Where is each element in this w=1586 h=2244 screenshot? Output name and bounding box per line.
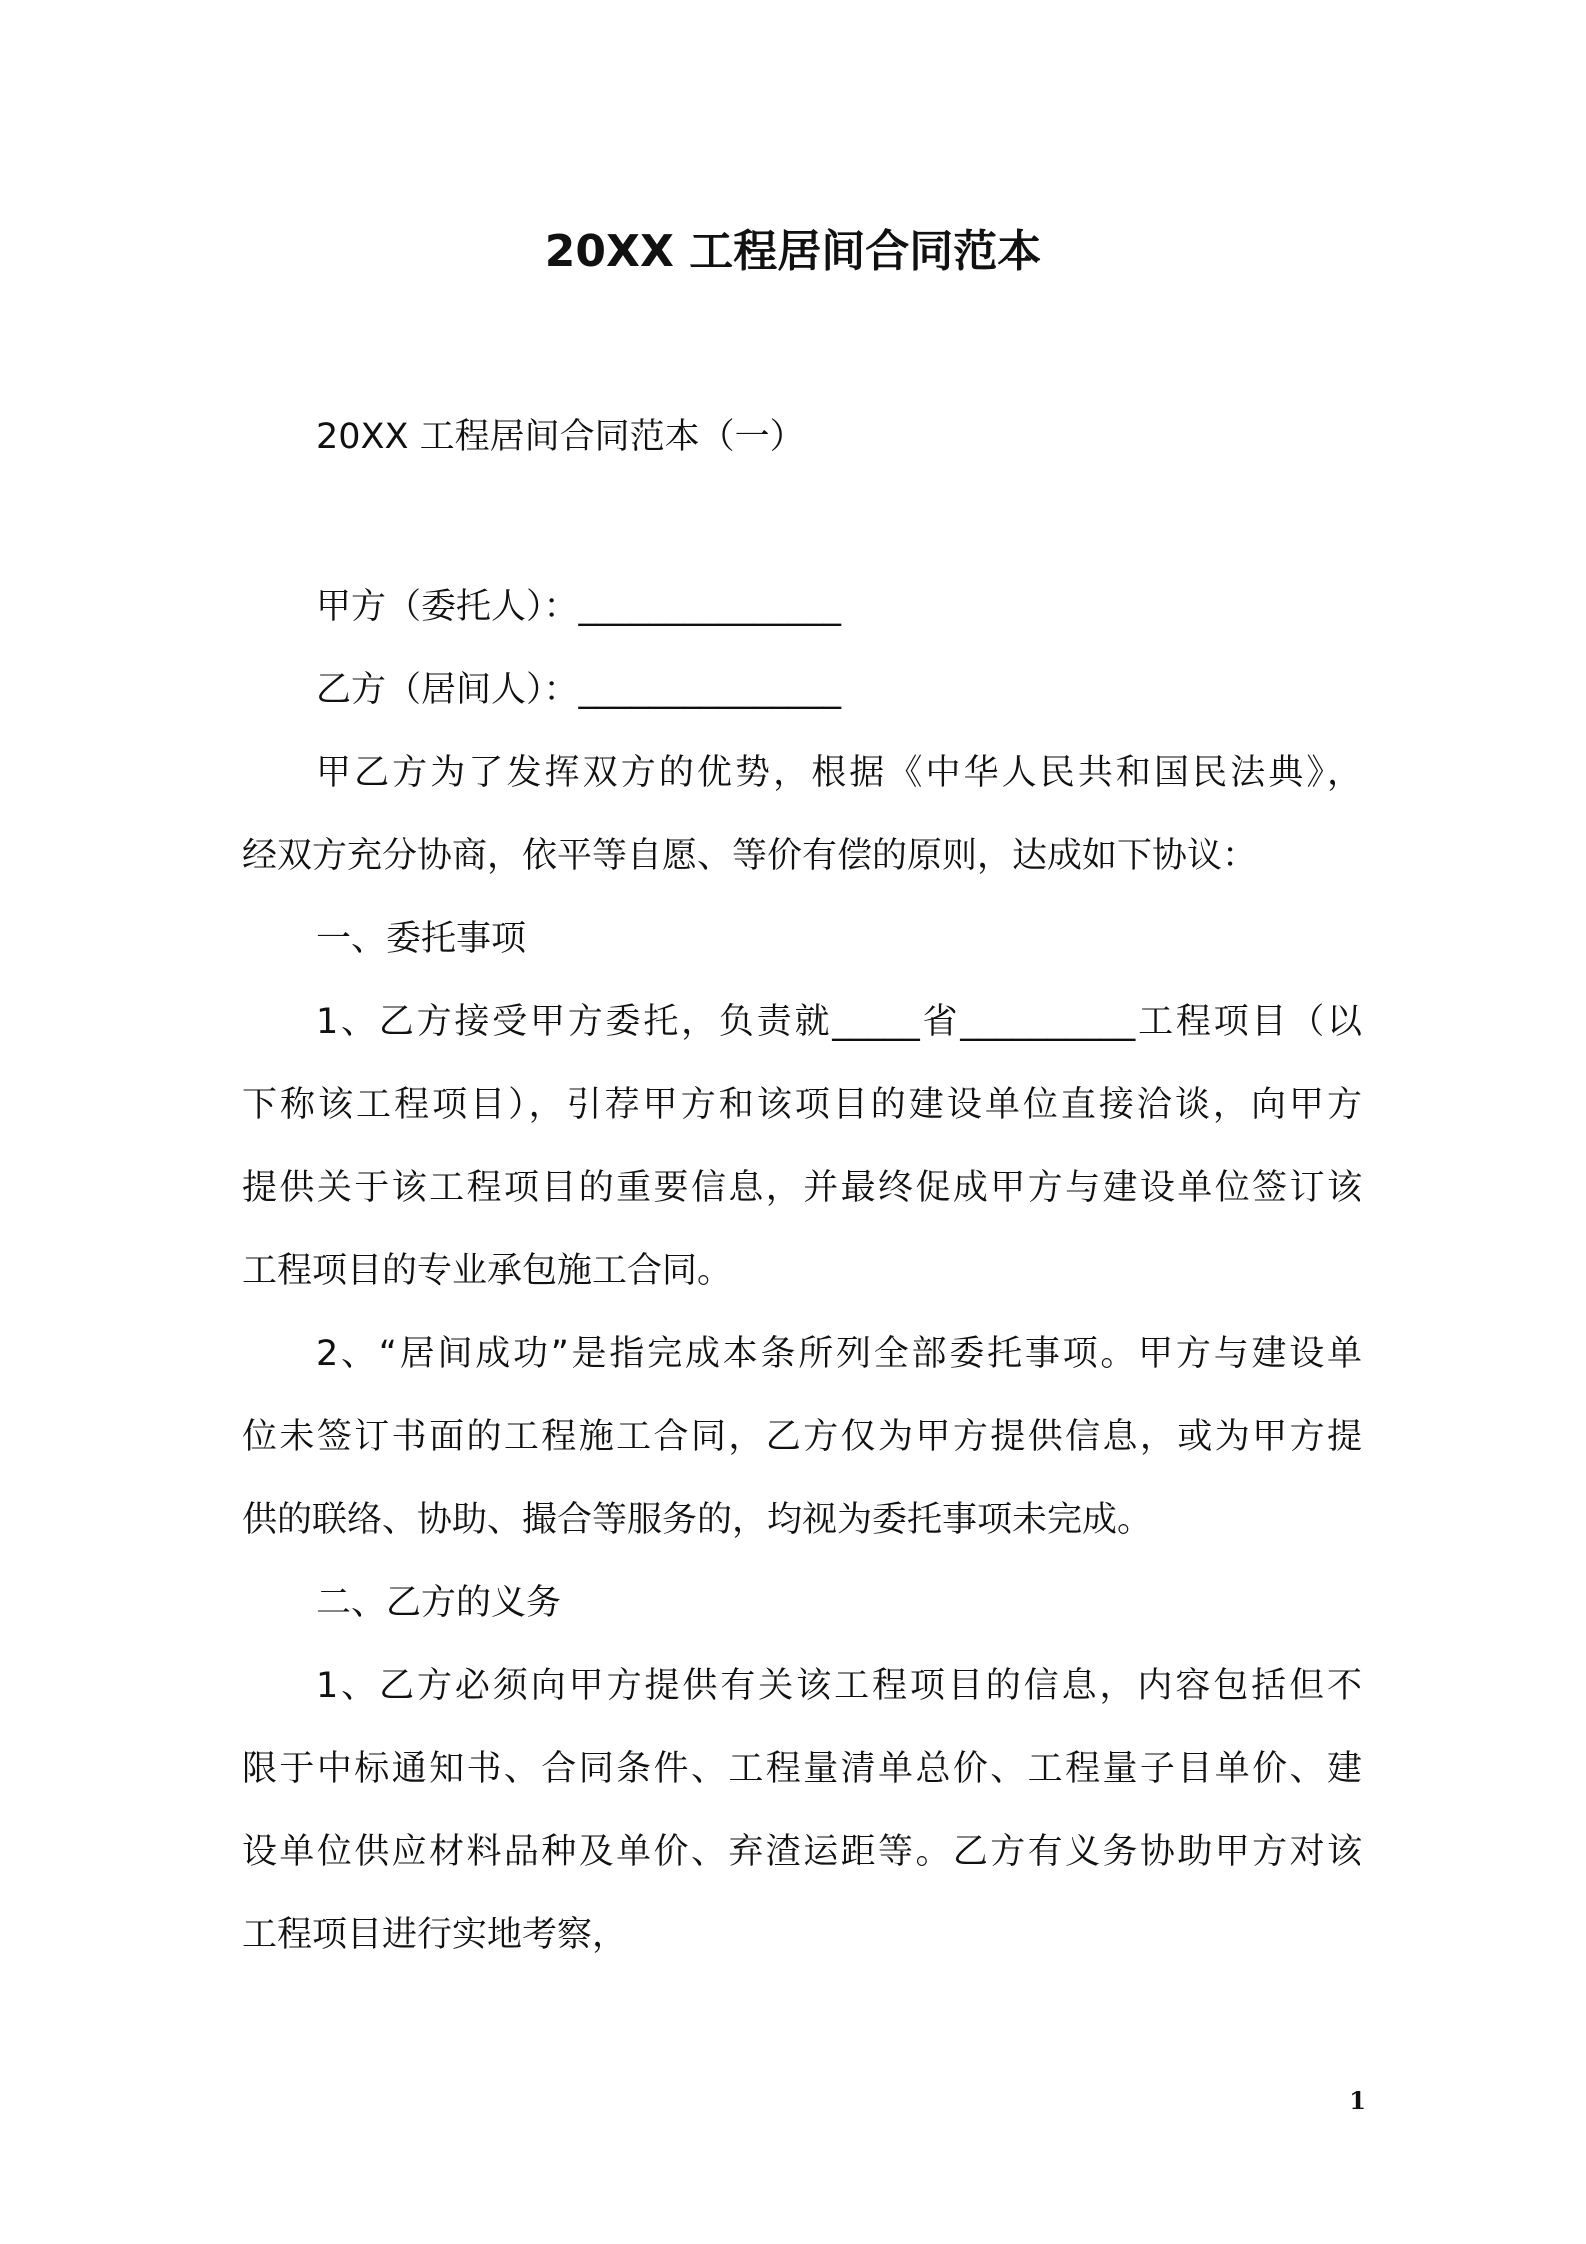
party-a-line: 甲方（委托人）：_______________ — [316, 587, 842, 627]
document-subtitle: 20XX 工程居间合同范本（一） — [316, 417, 805, 457]
document-title: 20XX 工程居间合同范本 — [544, 226, 1042, 277]
clause-line: 1、乙方必须向甲方提供有关该工程项目的信息，内容包括但不 — [316, 1666, 1362, 1706]
clause-line: 供的联络、协助、撮合等服务的，均视为委托事项未完成。 — [242, 1500, 1153, 1540]
clause-line: 2、“居间成功”是指完成本条所列全部委托事项。甲方与建设单 — [316, 1334, 1362, 1374]
party-b-line: 乙方（居间人）：_______________ — [316, 670, 842, 710]
clause-line: 下称该工程项目），引荐甲方和该项目的建设单位直接洽谈，向甲方 — [242, 1085, 1362, 1125]
clause-line: 位未签订书面的工程施工合同，乙方仅为甲方提供信息，或为甲方提 — [242, 1417, 1362, 1457]
preamble-line: 经双方充分协商，依平等自愿、等价有偿的原则，达成如下协议： — [242, 836, 1258, 876]
clause-line: 限于中标通知书、合同条件、工程量清单总价、工程量子目单价、建 — [242, 1749, 1362, 1789]
section-heading: 一、委托事项 — [316, 919, 527, 959]
preamble-line: 甲乙方为了发挥双方的优势，根据《中华人民共和国民法典》， — [316, 753, 1362, 793]
section-heading: 二、乙方的义务 — [316, 1583, 562, 1623]
clause-line: 工程项目进行实地考察， — [242, 1915, 628, 1955]
clause-line: 提供关于该工程项目的重要信息，并最终促成甲方与建设单位签订该 — [242, 1168, 1362, 1208]
page-number: 1 — [1349, 2086, 1366, 2115]
clause-line: 1、乙方接受甲方委托，负责就_____省__________工程项目（以 — [316, 1002, 1362, 1042]
clause-line: 工程项目的专业承包施工合同。 — [242, 1251, 733, 1291]
clause-line: 设单位供应材料品种及单价、弃渣运距等。乙方有义务协助甲方对该 — [242, 1832, 1362, 1872]
